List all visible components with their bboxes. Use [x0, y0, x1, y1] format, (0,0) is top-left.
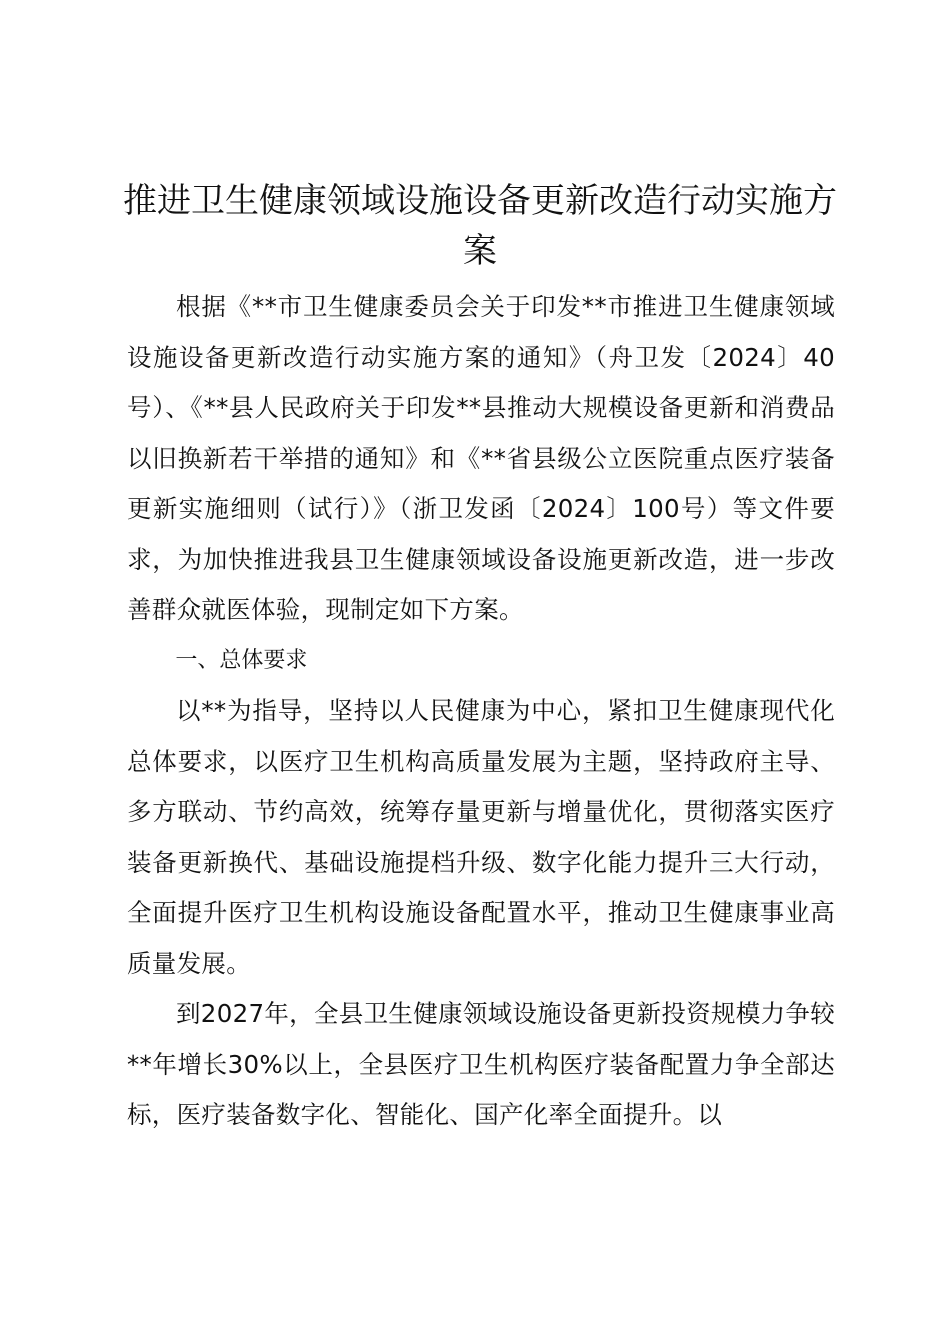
section-heading: 一、总体要求	[175, 647, 308, 673]
document-title: 推进卫生健康领域设施设备更新改造行动实施方案	[123, 181, 837, 271]
document-body	[127, 282, 835, 1141]
guidance-paragraph: 以**为指导，坚持以人民健康为中心，紧扣卫生健康现代化总体要求，以医疗卫生机构高质量发展为主题，坚持政府主导、多方联动、节约高效，统筹存量更新与增量优化，贯彻落实医疗装备更新换代、基础设施提档升级、数字化能力提升三大行动，全面提升医疗卫生机构设施设备配置水平，推动卫生健康事业高质量发展。	[127, 696, 835, 978]
goal-paragraph: 到2027年，全县卫生健康领域设施设备更新投资规模力争较**年增长30%以上，全县医疗卫生机构医疗装备配置力争全部达标，医疗装备数字化、智能化、国产化率全面提升。以	[127, 999, 835, 1129]
intro-paragraph: 根据《**市卫生健康委员会关于印发**市推进卫生健康领域设施设备更新改造行动实施方案的通知》（舟卫发〔2024〕40号）、《**县人民政府关于印发**县推动大规模设备更新和消费品以旧换新若干举措的通知》和《**省县级公立医院重点医疗装备更新实施细则（试行）》（浙卫发函〔2024〕100号）等文件要求，为加快推进我县卫生健康领域设备设施更新改造，进一步改善群众就医体验，现制定如下方案。	[127, 292, 835, 624]
